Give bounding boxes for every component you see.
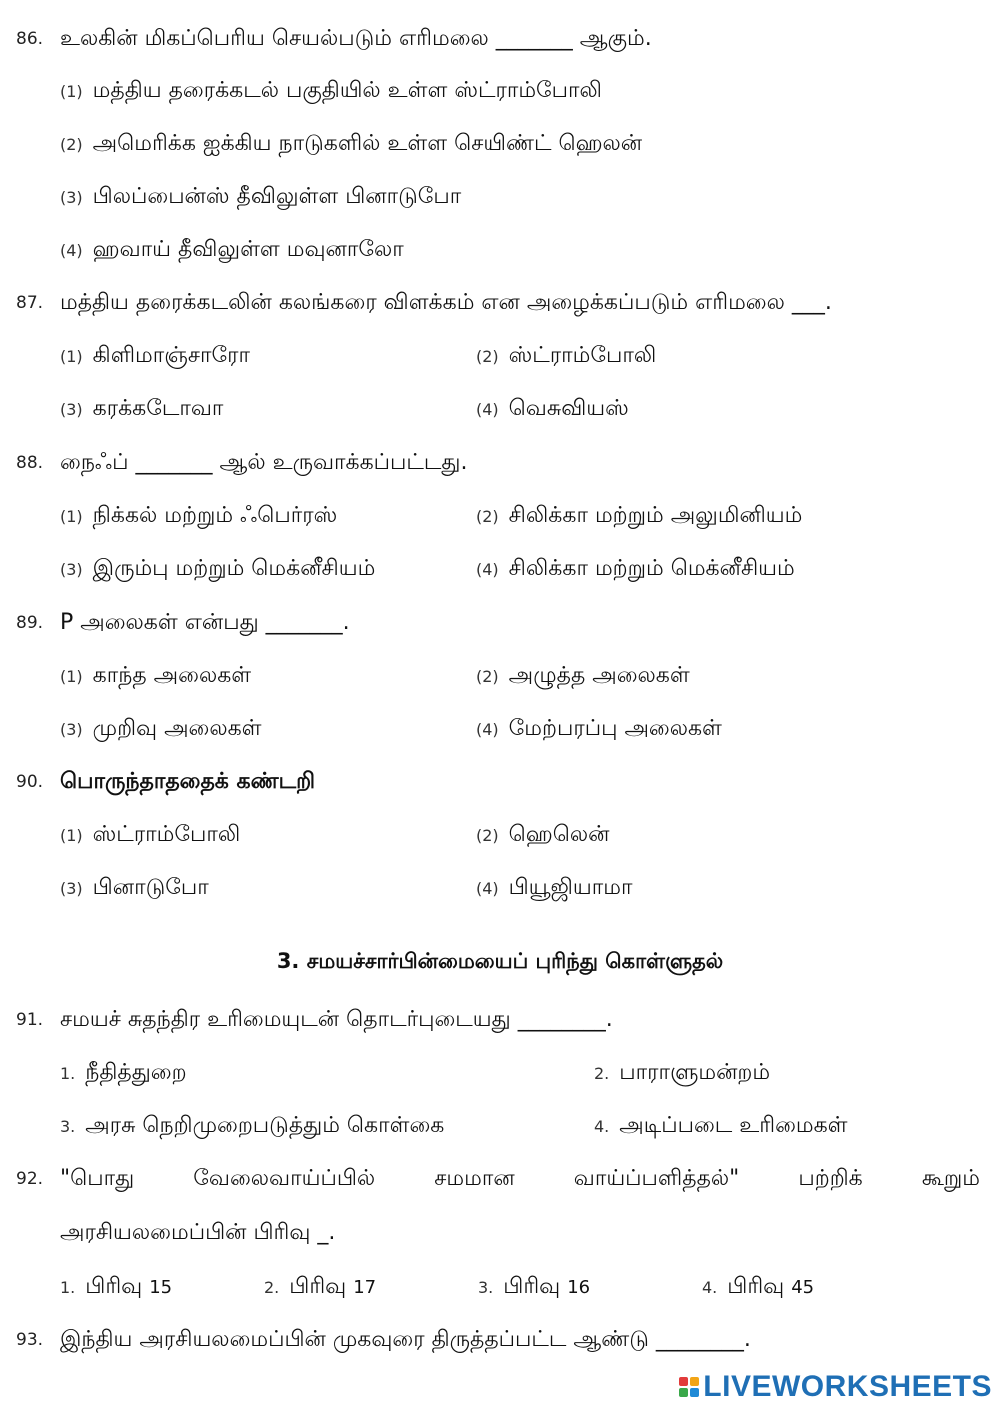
option <box>476 398 629 420</box>
option-text: மத்திய தரைக்கடல் பகுதியில் உள்ள ஸ்ட்ராம்போலி <box>92 78 602 103</box>
question-number: 93. <box>16 1330 44 1350</box>
option <box>60 665 251 687</box>
option-number: (1) <box>60 347 83 366</box>
option-number: (2) <box>476 347 499 366</box>
option <box>476 558 795 580</box>
option-text: பிலப்பைன்ஸ் தீவிலுள்ள பினாடுபோ <box>92 184 462 209</box>
option-label: பிரிவு <box>289 1274 347 1299</box>
option <box>476 718 722 740</box>
option <box>476 505 802 527</box>
question-word: "பொது <box>60 1166 135 1191</box>
question-word: வாய்ப்பளித்தல்" <box>573 1166 740 1191</box>
option-text: அரசு நெறிமுறைபடுத்தும் கொள்கை <box>85 1113 445 1138</box>
liveworksheets-logo[interactable] <box>679 1370 992 1404</box>
question-text: உலகின் மிகப்பெரிய செயல்படும் எரிமலை _______ ஆகும். <box>60 26 652 51</box>
option <box>60 718 262 740</box>
option <box>264 1276 376 1298</box>
option <box>60 505 337 527</box>
option-text: அமெரிக்க ஐக்கிய நாடுகளில் உள்ள செயிண்ட் ஹெலன் <box>92 131 643 156</box>
option <box>476 877 632 899</box>
logo-grid-icon <box>679 1377 699 1397</box>
option-number: 4. <box>594 1117 610 1136</box>
option-number: (2) <box>476 667 499 686</box>
option-number: (3) <box>60 400 83 419</box>
option <box>478 1276 590 1298</box>
option-value: 15 <box>149 1277 173 1298</box>
option-text: அடிப்படை உரிமைகள் <box>619 1113 848 1138</box>
option <box>476 824 609 846</box>
option <box>476 665 690 687</box>
option-number: (4) <box>476 879 499 898</box>
option-number: (2) <box>476 507 499 526</box>
option-text: முறிவு அலைகள் <box>92 716 262 741</box>
option-number: (3) <box>60 188 83 207</box>
option <box>60 398 223 420</box>
question-word: சமமான <box>434 1166 515 1191</box>
question-text: P அலைகள் என்பது _______. <box>60 610 350 635</box>
question-number: 89. <box>16 613 44 633</box>
question-number: 92. <box>16 1169 44 1189</box>
question-number: 86. <box>16 29 44 49</box>
option <box>476 345 656 367</box>
question-text: இந்திய அரசியலமைப்பின் முகவுரை திருத்தப்பட்ட ஆண்டு ________. <box>60 1327 751 1352</box>
option-number: (3) <box>60 879 83 898</box>
option-label: பிரிவு <box>727 1274 785 1299</box>
option-text: ஹெலென் <box>508 822 610 847</box>
question-number: 90. <box>16 772 44 792</box>
option-number: (4) <box>476 560 499 579</box>
option-text: மேற்பரப்பு அலைகள் <box>508 716 722 741</box>
option-number: (1) <box>60 826 83 845</box>
option <box>60 239 404 261</box>
option-number: (4) <box>476 720 499 739</box>
option-text: ஸ்ட்ராம்போலி <box>92 822 241 847</box>
option-number: 1. <box>60 1278 76 1297</box>
question-word: பற்றிக் <box>798 1166 863 1191</box>
option-text: நீதித்துறை <box>85 1060 187 1085</box>
option-number: 3. <box>478 1278 494 1297</box>
option <box>60 877 209 899</box>
option-label: பிரிவு <box>85 1274 143 1299</box>
question-text-line1 <box>60 1168 980 1190</box>
option-value: 17 <box>353 1277 377 1298</box>
option-text: அழுத்த அலைகள் <box>508 663 690 688</box>
option <box>60 558 375 580</box>
brand-name: LIVEWORKSHEETS <box>703 1370 992 1403</box>
option-number: (4) <box>60 241 83 260</box>
option-number: 2. <box>594 1064 610 1083</box>
option-number: (2) <box>476 826 499 845</box>
question-number: 88. <box>16 453 44 473</box>
option-number: (1) <box>60 82 83 101</box>
option <box>60 345 250 367</box>
option-label: பிரிவு <box>503 1274 561 1299</box>
option-text: கிளிமாஞ்சாரோ <box>92 343 251 368</box>
option-number: 3. <box>60 1117 76 1136</box>
option-text: பியூஜியாமா <box>508 875 633 900</box>
option-number: (1) <box>60 507 83 526</box>
option-text: ஹவாய் தீவிலுள்ள மவுனாலோ <box>92 237 404 262</box>
option-value: 16 <box>567 1277 591 1298</box>
logo-square <box>690 1377 699 1386</box>
option-number: (3) <box>60 720 83 739</box>
option-number: (1) <box>60 667 83 686</box>
option-text: சிலிக்கா மற்றும் அலுமினியம் <box>508 503 803 528</box>
option-text: இரும்பு மற்றும் மெக்னீசியம் <box>92 556 376 581</box>
option-text: ஸ்ட்ராம்போலி <box>508 343 657 368</box>
option-text: கரக்கடோவா <box>92 396 224 421</box>
logo-square <box>679 1388 688 1397</box>
option-number: 2. <box>264 1278 280 1297</box>
option-text: சிலிக்கா மற்றும் மெக்னீசியம் <box>508 556 795 581</box>
option-text: நிக்கல் மற்றும் ஃபெர்ரஸ் <box>92 503 338 528</box>
option-number: 4. <box>702 1278 718 1297</box>
option-number: (4) <box>476 400 499 419</box>
logo-square <box>679 1377 688 1386</box>
question-text: பொருந்தாததைக் கண்டறி <box>60 769 316 794</box>
option-number: 1. <box>60 1064 76 1083</box>
question-text: மத்திய தரைக்கடலின் கலங்கரை விளக்கம் என அழைக்கப்படும் எரிமலை ___. <box>60 290 832 315</box>
question-word: வேலைவாய்ப்பில் <box>193 1166 376 1191</box>
option-text: காந்த அலைகள் <box>92 663 252 688</box>
option <box>60 133 642 155</box>
section-title: 3. சமயச்சார்பின்மையைப் புரிந்து கொள்ளுதல் <box>276 949 724 973</box>
option <box>594 1115 848 1137</box>
option <box>60 186 461 208</box>
option <box>594 1062 770 1084</box>
option-text: பாராளுமன்றம் <box>619 1060 771 1085</box>
logo-square <box>690 1388 699 1397</box>
option <box>60 1115 444 1137</box>
question-text-line2: அரசியலமைப்பின் பிரிவு _. <box>60 1220 336 1245</box>
question-text: நைஃப் _______ ஆல் உருவாக்கப்பட்டது. <box>60 450 468 475</box>
option <box>60 1062 187 1084</box>
option <box>702 1276 814 1298</box>
option-text: வெசுவியஸ் <box>508 396 629 421</box>
question-text: சமயச் சுதந்திர உரிமையுடன் தொடர்புடையது ________. <box>60 1007 613 1032</box>
option-text: பினாடுபோ <box>92 875 209 900</box>
question-number: 87. <box>16 293 44 313</box>
question-number: 91. <box>16 1010 44 1030</box>
option <box>60 1276 172 1298</box>
option-value: 45 <box>791 1277 815 1298</box>
option <box>60 80 602 102</box>
option-number: (2) <box>60 135 83 154</box>
option-number: (3) <box>60 560 83 579</box>
option <box>60 824 240 846</box>
question-word: கூறும் <box>921 1166 980 1191</box>
